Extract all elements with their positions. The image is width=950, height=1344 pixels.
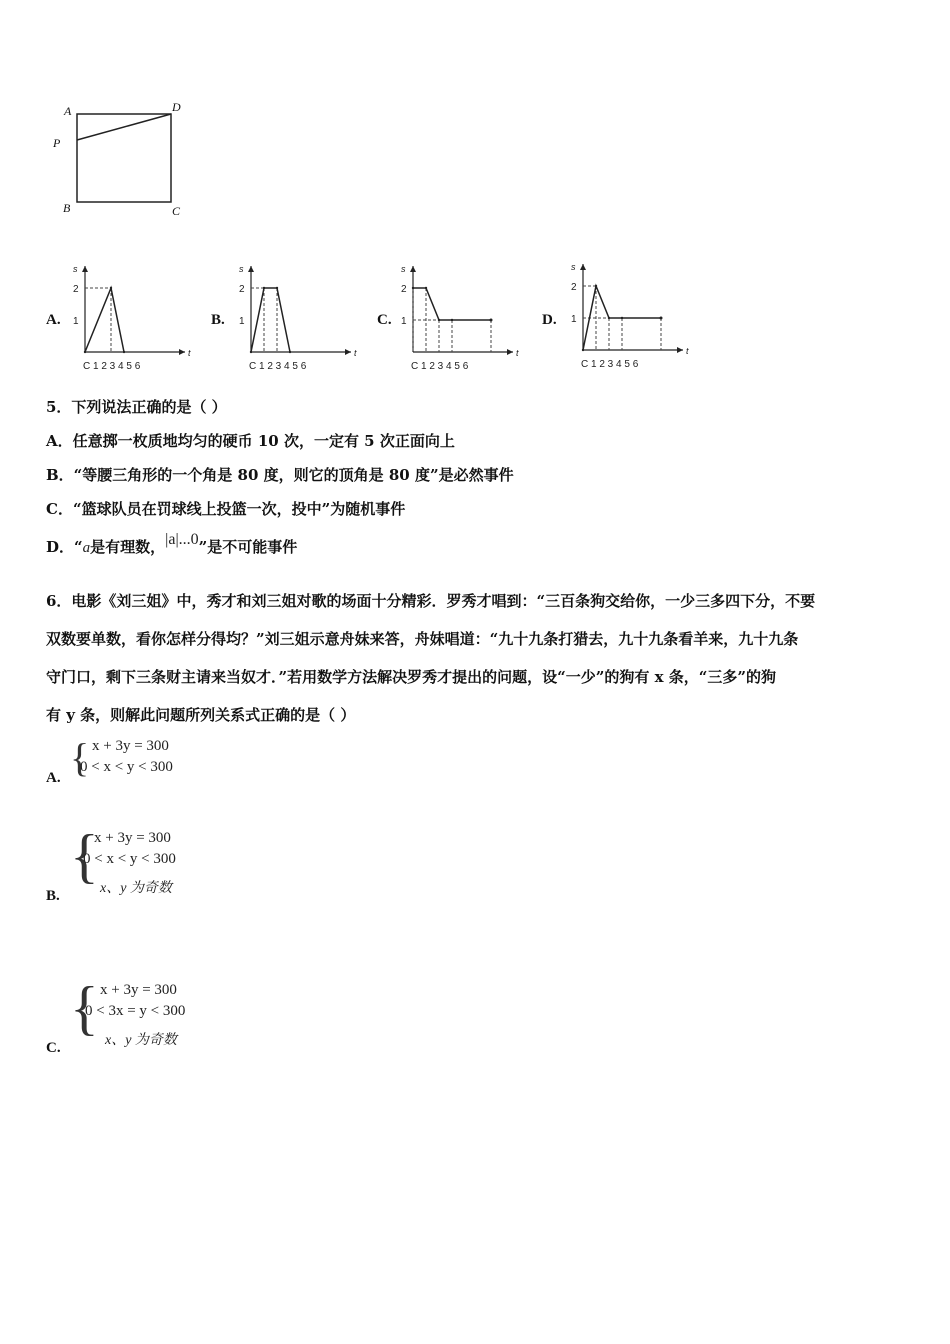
q6-a-eq2: 0 < x < y < 300 bbox=[80, 759, 173, 775]
x-tick-labels: C 1 2 3 4 5 6 bbox=[83, 361, 141, 372]
y-tick-1: 1 bbox=[401, 316, 407, 327]
data-point bbox=[582, 349, 584, 351]
q6-option-a-letter[interactable]: A. bbox=[46, 770, 61, 786]
q6-line-3: 守门口，剩下三条财主请来当奴才．”若用数学方法解决罗秀才提出的问题，设“一少”的狗有 x 条，“三多”的狗 bbox=[46, 668, 777, 686]
q5-d-prefix: D．“ bbox=[46, 538, 83, 556]
q6-b-eq2: 0 < x < y < 300 bbox=[83, 851, 176, 867]
x-axis-arrow bbox=[345, 349, 351, 355]
x-axis-label: t bbox=[354, 348, 357, 358]
option-d-letter[interactable]: D. bbox=[542, 312, 557, 328]
q6-c-brace: { bbox=[70, 975, 99, 1041]
q6-line-1: 6．电影《刘三姐》中，秀才和刘三姐对歌的场面十分精彩．罗秀才唱到：“三百条狗交给你，一少三多四下分，不要 bbox=[46, 592, 816, 610]
y-axis-label: s bbox=[239, 264, 244, 274]
q5-option-d[interactable] bbox=[46, 531, 298, 557]
y-tick-1: 1 bbox=[73, 316, 79, 327]
label-a: A bbox=[64, 104, 72, 118]
q6-line-4: 有 y 条，则解此问题所列关系式正确的是（ ） bbox=[46, 706, 356, 724]
q6-option-c-letter[interactable]: C. bbox=[46, 1040, 61, 1056]
data-point bbox=[412, 287, 414, 289]
segment-pd bbox=[77, 114, 171, 140]
data-point bbox=[438, 319, 440, 321]
q5-d-suffix: ”是不可能事件 bbox=[198, 538, 298, 556]
x-tick-labels: C 1 2 3 4 5 6 bbox=[249, 361, 307, 372]
option-a-letter[interactable]: A. bbox=[46, 312, 61, 328]
y-tick-1: 1 bbox=[571, 314, 577, 325]
label-p: P bbox=[53, 136, 61, 150]
graph-d bbox=[565, 258, 695, 373]
data-point bbox=[250, 351, 252, 353]
label-b: B bbox=[63, 201, 71, 215]
q6-b-eq3: x、y 为奇数 bbox=[100, 881, 172, 896]
y-tick-2: 2 bbox=[239, 284, 245, 295]
y-axis-label: s bbox=[571, 262, 576, 272]
q5-d-var: a bbox=[82, 540, 91, 556]
y-axis-label: s bbox=[401, 264, 406, 274]
series-line bbox=[85, 288, 124, 352]
data-point bbox=[84, 351, 86, 353]
q6-c-eq1: x + 3y = 300 bbox=[100, 982, 177, 998]
graph-c bbox=[395, 260, 525, 375]
label-c: C bbox=[172, 204, 181, 218]
q6-a-brace: { bbox=[70, 735, 90, 780]
data-point bbox=[621, 317, 623, 319]
x-axis-arrow bbox=[677, 347, 683, 353]
y-axis-arrow bbox=[580, 264, 586, 270]
y-tick-2: 2 bbox=[401, 284, 407, 295]
q6-line-2: 双数要单数，看你怎样分得均？”刘三姐示意舟妹来答，舟妹唱道：“九十九条打猎去，九十九条看羊来，九十九条 bbox=[46, 630, 799, 648]
q6-c-eq2: 0 < 3x = y < 300 bbox=[85, 1003, 186, 1019]
data-point bbox=[608, 317, 610, 319]
x-axis-arrow bbox=[507, 349, 513, 355]
data-point bbox=[451, 319, 453, 321]
x-tick-labels: C 1 2 3 4 5 6 bbox=[411, 361, 469, 372]
label-d: D bbox=[172, 100, 181, 114]
x-axis-arrow bbox=[179, 349, 185, 355]
q6-c-eq3: x、y 为奇数 bbox=[105, 1033, 177, 1048]
option-c-letter[interactable]: C. bbox=[377, 312, 392, 328]
y-axis-arrow bbox=[82, 266, 88, 272]
series-line bbox=[413, 288, 491, 320]
q5-d-math: |a|...0 bbox=[165, 531, 199, 548]
data-point bbox=[276, 287, 278, 289]
data-point bbox=[110, 287, 112, 289]
data-point bbox=[123, 351, 125, 353]
q5-d-mid: 是有理数， bbox=[90, 538, 166, 556]
y-tick-1: 1 bbox=[239, 316, 245, 327]
series-line bbox=[251, 288, 290, 352]
option-b-letter[interactable]: B. bbox=[211, 312, 225, 328]
data-point bbox=[263, 287, 265, 289]
q6-b-brace: { bbox=[70, 823, 99, 889]
q5-option-a[interactable]: A．任意掷一枚质地均匀的硬币 10 次，一定有 5 次正面向上 bbox=[46, 432, 455, 450]
y-tick-2: 2 bbox=[73, 284, 79, 295]
q5-option-c[interactable]: C．“篮球队员在罚球线上投篮一次，投中”为随机事件 bbox=[46, 500, 406, 518]
x-axis-label: t bbox=[516, 348, 519, 358]
data-point bbox=[289, 351, 291, 353]
q5-stem: 5．下列说法正确的是（ ） bbox=[46, 398, 227, 416]
x-axis-label: t bbox=[188, 348, 191, 358]
graph-a bbox=[67, 260, 197, 375]
x-axis-label: t bbox=[686, 346, 689, 356]
data-point bbox=[425, 287, 427, 289]
y-axis-label: s bbox=[73, 264, 78, 274]
x-tick-labels: C 1 2 3 4 5 6 bbox=[581, 359, 639, 370]
data-point bbox=[595, 285, 597, 287]
square-figure bbox=[50, 98, 195, 223]
q6-b-eq1: x + 3y = 300 bbox=[94, 830, 171, 846]
y-axis-arrow bbox=[248, 266, 254, 272]
q5-option-b[interactable]: B．“等腰三角形的一个角是 80 度，则它的顶角是 80 度”是必然事件 bbox=[46, 466, 514, 484]
q6-a-eq1: x + 3y = 300 bbox=[92, 738, 169, 754]
graph-b bbox=[233, 260, 363, 375]
q6-option-b-letter[interactable]: B. bbox=[46, 888, 60, 904]
y-axis-arrow bbox=[410, 266, 416, 272]
y-tick-2: 2 bbox=[571, 282, 577, 293]
